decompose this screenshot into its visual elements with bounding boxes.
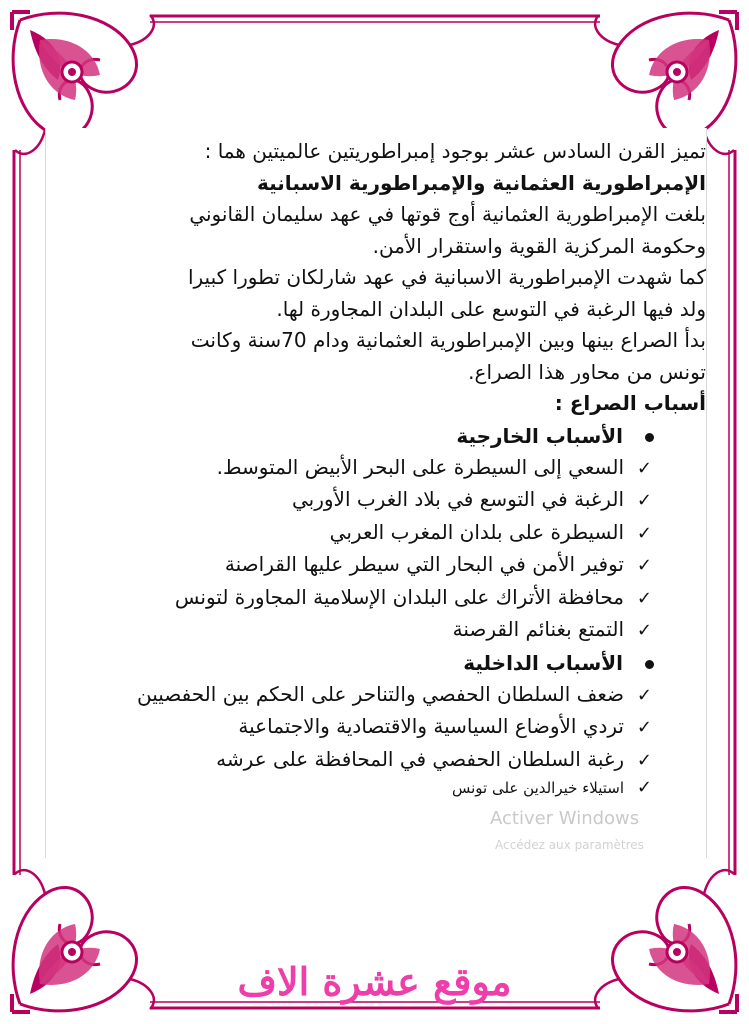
checkmark-icon: ✓ — [636, 777, 652, 798]
checkmark-icon: ✓ — [636, 555, 652, 576]
paragraph-line: بلغت الإمبراطورية العثمانية أوج قوتها في عهد سليمان القانوني — [189, 202, 706, 226]
checkmark-icon: ✓ — [636, 717, 652, 738]
list-item — [48, 776, 706, 800]
internal-causes-title: الأسباب الداخلية — [463, 650, 623, 675]
windows-activation-subtext: Accédez aux paramètres — [495, 838, 644, 852]
internal-causes-heading — [48, 647, 706, 679]
intro-line: تميز القرن السادس عشر بوجود إمبراطوريتين عالميتين هما : — [204, 139, 706, 163]
list-item — [48, 614, 706, 647]
list-item — [48, 549, 706, 582]
bullet-icon — [645, 433, 654, 442]
paragraph-line: وحكومة المركزية القوية واستقرار الأمن. — [372, 233, 706, 258]
list-item-text: ضعف السلطان الحفصي والتناحر على الحكم بين الحفصيين — [137, 681, 624, 706]
checkmark-icon: ✓ — [636, 587, 652, 609]
causes-title: أسباب الصراع : — [554, 391, 706, 415]
bullet-icon — [645, 660, 654, 669]
external-causes-heading — [48, 420, 706, 452]
list-item — [48, 484, 706, 517]
list-item-text: محافظة الأتراك على البلدان الإسلامية المجاورة لتونس — [174, 584, 624, 609]
list-item — [48, 582, 706, 615]
list-item — [48, 711, 706, 744]
paragraph-line: تونس من محاور هذا الصراع. — [468, 359, 706, 384]
list-item-text: الرغبة في التوسع في بلاد الغرب الأوربي — [291, 487, 624, 511]
checkmark-icon: ✓ — [636, 749, 652, 771]
list-item — [48, 744, 706, 777]
site-name: موقع عشرة الاف — [237, 959, 512, 1004]
checkmark-icon: ✓ — [636, 684, 652, 706]
list-item-text: توفير الأمن في البحار التي سيطر عليها القراصنة — [224, 552, 624, 576]
paragraph-line: بدأ الصراع بينها وبين الإمبراطورية العثمانية ودام 70سنة وكانت — [190, 328, 706, 352]
external-causes-title: الأسباب الخارجية — [456, 423, 623, 448]
checkmark-icon: ✓ — [636, 490, 652, 511]
checkmark-icon: ✓ — [636, 457, 652, 479]
list-item — [48, 517, 706, 550]
document-body — [48, 136, 706, 800]
checkmark-icon: ✓ — [636, 620, 652, 641]
checkmark-icon: ✓ — [636, 522, 652, 544]
list-item — [48, 679, 706, 712]
list-item-text: التمتع بغنائم القرصنة — [452, 617, 624, 641]
list-item-text: السيطرة على بلدان المغرب العربي — [329, 519, 624, 544]
list-item — [48, 452, 706, 485]
paragraph-line: ولد فيها الرغبة في التوسع على البلدان المجاورة لها. — [276, 296, 706, 321]
list-item-text: استيلاء خيرالدين على تونس — [451, 779, 624, 797]
empires-line: الإمبراطورية العثمانية والإمبراطورية الاسبانية — [257, 170, 706, 195]
paragraph-line: كما شهدت الإمبراطورية الاسبانية في عهد شارلكان تطورا كبيرا — [187, 265, 706, 289]
list-item-text: تردي الأوضاع السياسية والاقتصادية والاجتماعية — [238, 714, 624, 738]
windows-activation-watermark: Activer Windows — [490, 808, 640, 829]
list-item-text: السعي إلى السيطرة على البحر الأبيض المتوسط. — [216, 454, 624, 479]
list-item-text: رغبة السلطان الحفصي في المحافظة على عرشه — [216, 746, 624, 771]
